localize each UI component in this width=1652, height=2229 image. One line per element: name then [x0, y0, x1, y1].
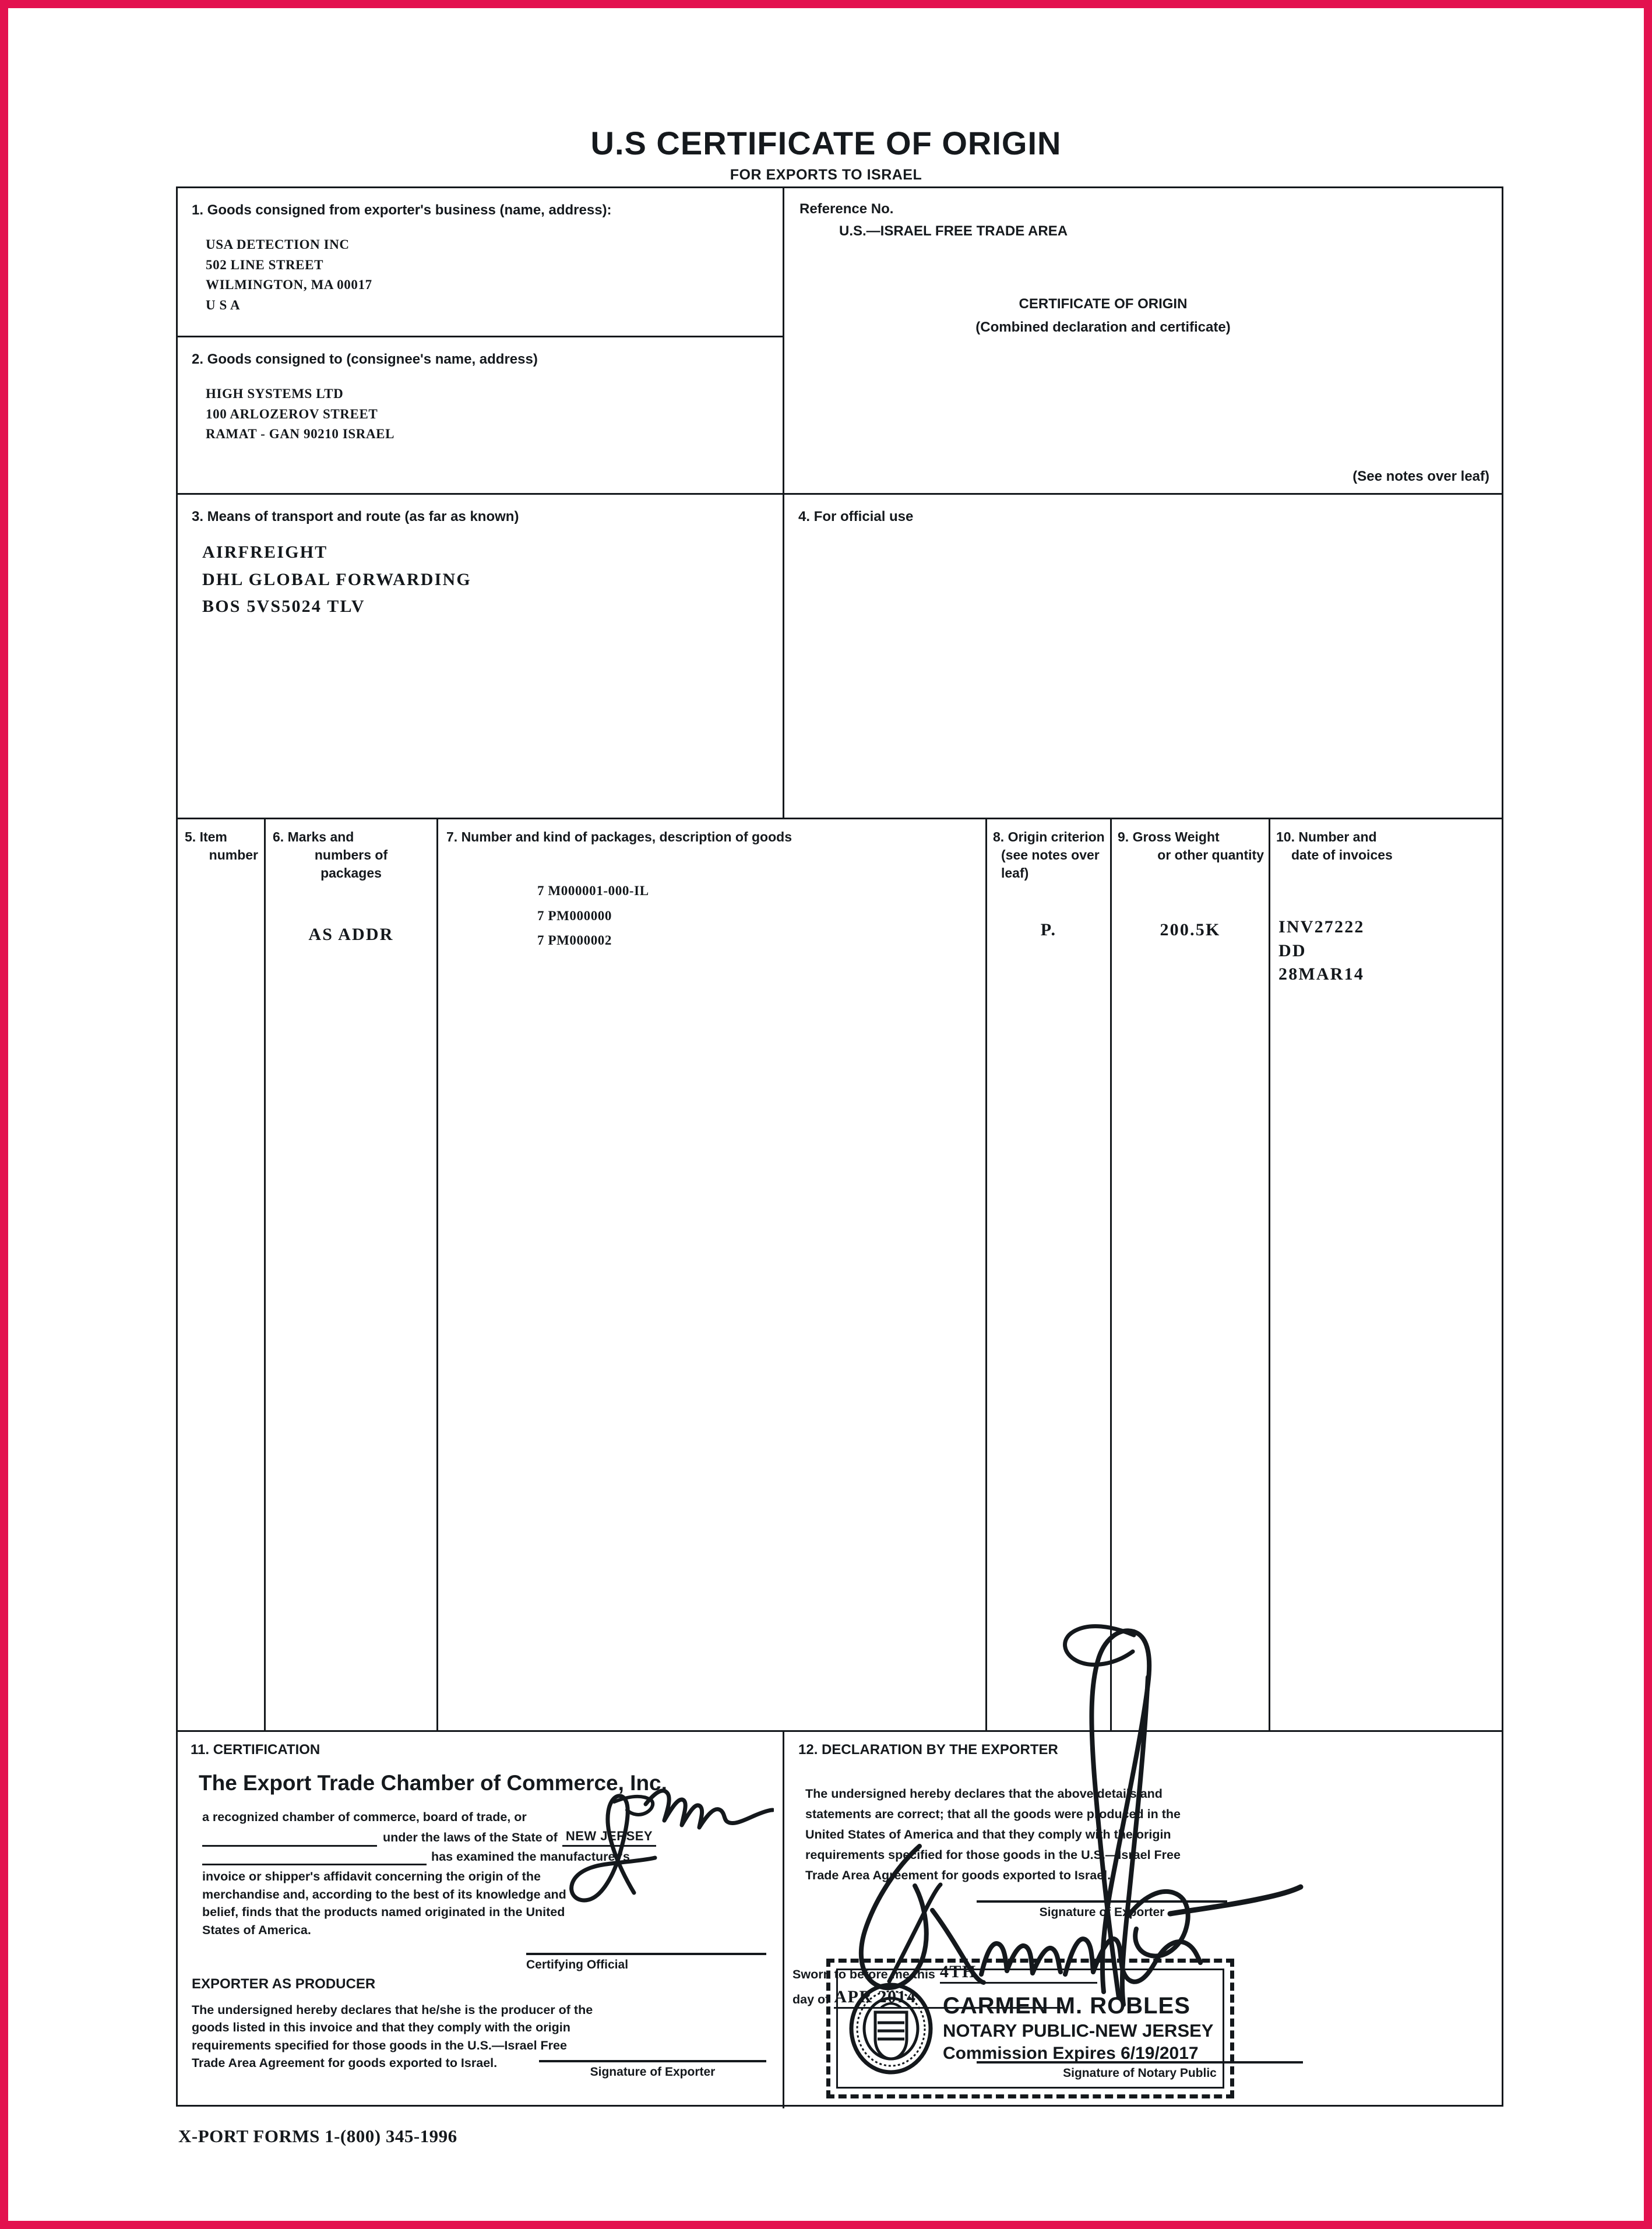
- page-title: U.S CERTIFICATE OF ORIGIN: [590, 125, 1062, 161]
- box3-line: BOS 5VS5024 TLV: [202, 597, 365, 617]
- col8-value: [987, 917, 1110, 944]
- col10-header-line: 10. Number and: [1276, 829, 1377, 844]
- declaration-text-line: The undersigned hereby declares that the above details and: [805, 1787, 1163, 1801]
- certifying-official-rule: [526, 1953, 766, 1955]
- title-block: [16, 124, 1636, 184]
- certification-text-c: has examined the manufacturer's: [431, 1849, 630, 1864]
- exporter-as-producer-heading: EXPORTER AS PRODUCER: [192, 1976, 376, 1992]
- col5-header: [178, 818, 264, 864]
- col5-header-line: 5. Item: [185, 829, 227, 844]
- box3-line: AIRFREIGHT: [202, 543, 328, 562]
- exporter-signature-label-11: Signature of Exporter: [590, 2065, 716, 2079]
- certification-text-d: invoice or shipper's affidavit concerning the origin of the: [202, 1869, 541, 1884]
- divider-col5-col6: [264, 818, 266, 1730]
- certificate-form: [176, 186, 1503, 2107]
- exporter-signature-rule-12: [977, 1900, 1227, 1903]
- notary-name: CARMEN M. ROBLES: [943, 1992, 1190, 2019]
- see-notes-over-leaf: (See notes over leaf): [1352, 469, 1489, 484]
- declaration-text-line: Trade Area Agreement for goods exported to Israel.: [805, 1868, 1111, 1882]
- col9-header: [1112, 818, 1269, 864]
- certification-text-f: belief, finds that the products named originated in the United: [202, 1905, 565, 1920]
- col8-header-line: leaf): [1001, 865, 1029, 881]
- col8-header: [987, 818, 1110, 882]
- producer-text-line: Trade Area Agreement for goods exported to Israel.: [192, 2056, 498, 2070]
- col6-value: [266, 921, 436, 949]
- box4-official-use: [784, 495, 1503, 818]
- col7-header: [438, 818, 985, 846]
- col10-header-line: date of invoices: [1291, 847, 1393, 863]
- box1-line: USA DETECTION INC: [206, 237, 350, 252]
- notary-stamp-inner-border: [836, 1969, 1224, 2089]
- exporter-signature-rule-11: [539, 2060, 766, 2062]
- notary-stamp-text: [943, 1994, 1213, 2064]
- certifying-official-signature-block: [526, 1953, 766, 1972]
- box1-consignor: [178, 188, 783, 336]
- col7-value: [438, 879, 985, 953]
- page-subtitle: FOR EXPORTS TO ISRAEL: [730, 167, 922, 183]
- col9-value: [1112, 917, 1269, 944]
- document-sheet: [16, 16, 1636, 2213]
- certification-text-e: merchandise and, according to the best of its knowledge and: [202, 1887, 566, 1901]
- box11-label: 11. CERTIFICATION: [191, 1742, 320, 1758]
- invoice-line: INV27222: [1278, 917, 1365, 936]
- box2-line: HIGH SYSTEMS LTD: [206, 386, 344, 402]
- box2-label: 2. Goods consigned to (consignee's name, address): [192, 351, 538, 367]
- notary-commission: Commission Expires 6/19/2017: [943, 2043, 1199, 2063]
- package-line: 7 PM000002: [537, 933, 612, 948]
- exporter-signature-label-12: Signature of Exporter: [1039, 1906, 1165, 1919]
- box2-consignee: [178, 337, 783, 493]
- notary-title: NOTARY PUBLIC-NEW JERSEY: [943, 2020, 1214, 2041]
- reference-box: [784, 188, 1503, 493]
- sworn-month-year-value: APR 2014: [834, 1987, 917, 2006]
- notary-stamp: [826, 1959, 1234, 2098]
- col8-header-line: (see notes over: [1001, 847, 1100, 863]
- col6-header-line: numbers of: [314, 847, 388, 863]
- col6-header-line: packages: [320, 865, 382, 881]
- col7-header-line: 7. Number and kind of packages, description of goods: [446, 829, 792, 844]
- col6-header-line: 6. Marks and: [273, 829, 354, 844]
- certifying-official-label: Certifying Official: [526, 1958, 629, 1971]
- box1-line: U S A: [206, 297, 241, 312]
- declaration-text-line: statements are correct; that all the goods were produced in the: [805, 1807, 1181, 1822]
- form-publisher-footer: X-PORT FORMS 1-(800) 345-1996: [178, 2126, 457, 2146]
- exporter-signature-block-12: [977, 1900, 1227, 1920]
- certification-text-a: a recognized chamber of commerce, board of trade, or: [202, 1810, 527, 1825]
- notary-seal-icon: [847, 1982, 935, 2075]
- col10-header: [1270, 818, 1503, 864]
- box11-certification: [178, 1730, 783, 2108]
- sworn-label: Sworn to before me this: [792, 1967, 935, 1982]
- col9-header-line: 9. Gross Weight: [1118, 829, 1220, 844]
- col6-header: [266, 818, 436, 882]
- notary-signature-label: Signature of Notary Public: [1063, 2066, 1217, 2080]
- marks-value: AS ADDR: [308, 925, 394, 944]
- declaration-text-line: United States of America and that they comply with the origin: [805, 1827, 1171, 1842]
- producer-text-line: goods listed in this invoice and that they comply with the origin: [192, 2020, 570, 2035]
- state-value: NEW JERSEY: [562, 1829, 656, 1847]
- origin-criterion-value: P.: [1040, 920, 1057, 939]
- gross-weight-value: 200.5K: [1160, 920, 1221, 939]
- package-line: 7 PM000000: [537, 908, 612, 923]
- divider-col6-col7: [436, 818, 438, 1730]
- box3-label: 3. Means of transport and route (as far as known): [192, 509, 519, 524]
- box2-line: RAMAT - GAN 90210 ISRAEL: [206, 427, 395, 442]
- producer-text-line: requirements specified for those goods in the U.S.—Israel Free: [192, 2038, 567, 2052]
- box1-line: 502 LINE STREET: [206, 257, 324, 272]
- col5-header-line: number: [209, 847, 258, 863]
- divider-col7-col8: [985, 818, 987, 1730]
- box4-label: 4. For official use: [798, 509, 914, 524]
- day-of-label: day of: [792, 1992, 830, 2007]
- producer-text-line: The undersigned hereby declares that he/she is the producer of the: [192, 2002, 593, 2017]
- chamber-blank-line-1: [202, 1832, 377, 1847]
- box3-transport: [178, 495, 783, 818]
- box2-line: 100 ARLOZEROV STREET: [206, 406, 378, 421]
- col8-header-line: 8. Origin criterion: [993, 829, 1105, 844]
- col10-value: [1270, 915, 1503, 987]
- col9-header-line: or other quantity: [1157, 847, 1264, 863]
- divider-col8-col9: [1110, 818, 1112, 1730]
- box1-label: 1. Goods consigned from exporter's business (name, address):: [192, 202, 612, 218]
- sworn-day-value: 4TH: [939, 1962, 977, 1981]
- certification-text-b: under the laws of the State of: [383, 1830, 558, 1845]
- exporter-signature-block-11: [539, 2060, 766, 2079]
- chamber-blank-line-2: [202, 1851, 427, 1865]
- package-line: 7 M000001-000-IL: [537, 883, 649, 898]
- chamber-of-commerce-name: The Export Trade Chamber of Commerce, Inc.: [199, 1771, 667, 1795]
- invoice-line: 28MAR14: [1278, 964, 1365, 984]
- reference-no-label: Reference No.: [799, 201, 894, 217]
- combined-declaration-subtitle: (Combined declaration and certificate): [975, 319, 1231, 336]
- invoice-line: DD: [1278, 941, 1306, 960]
- free-trade-area-label: U.S.—ISRAEL FREE TRADE AREA: [839, 223, 1068, 240]
- certificate-of-origin-title: CERTIFICATE OF ORIGIN: [1019, 295, 1188, 312]
- box12-label: 12. DECLARATION BY THE EXPORTER: [798, 1742, 1058, 1758]
- box3-line: DHL GLOBAL FORWARDING: [202, 569, 471, 589]
- certification-text-g: States of America.: [202, 1922, 311, 1937]
- declaration-text-line: requirements specified for those goods in the U.S.—Israel Free: [805, 1847, 1181, 1862]
- box1-line: WILMINGTON, MA 00017: [206, 277, 372, 293]
